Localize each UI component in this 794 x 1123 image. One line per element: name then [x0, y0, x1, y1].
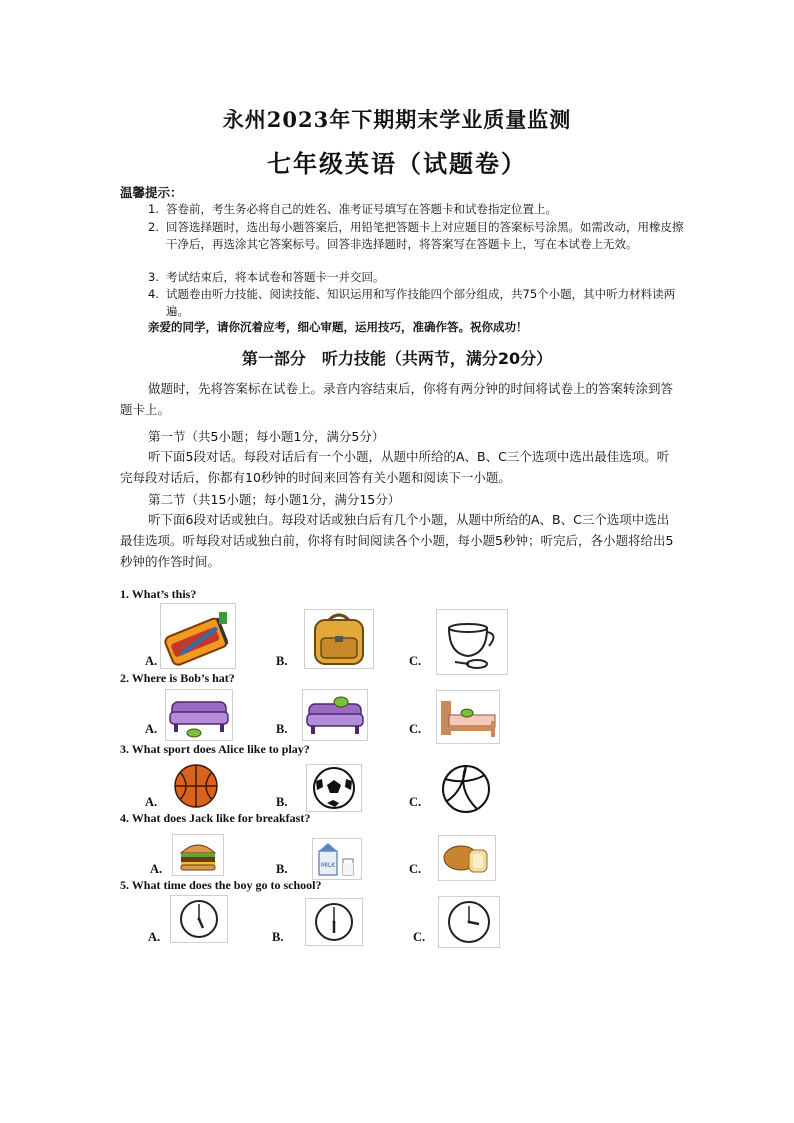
option-label: A.: [145, 795, 158, 809]
option-label: C.: [409, 795, 422, 809]
question-3: 3. What sport does Alice like to play?: [120, 742, 310, 756]
clock-icon: [438, 896, 500, 948]
section1-title: 第一节（共5小题；每小题1分，满分5分）: [148, 429, 385, 444]
question-5: 5. What time does the boy go to school?: [120, 878, 322, 892]
tips-heading: 温馨提示：: [120, 185, 183, 200]
option-label: A.: [148, 930, 161, 944]
question-4: 4. What does Jack like for breakfast?: [120, 811, 311, 825]
backpack-icon: [304, 609, 374, 669]
volleyball-icon: [436, 762, 496, 816]
hat-on-bed-icon: [436, 690, 500, 744]
option-label: C.: [409, 862, 422, 876]
clock-icon: [305, 898, 363, 946]
option-label: A.: [145, 722, 158, 736]
option-label: C.: [409, 654, 422, 668]
paper-title: 七年级英语（试题卷）: [267, 149, 527, 178]
clock-icon: [170, 895, 228, 943]
option-label: B.: [272, 930, 284, 944]
option-label: B.: [276, 654, 288, 668]
option-label: A.: [145, 654, 158, 668]
milk-icon: [312, 838, 362, 880]
option-label: B.: [276, 862, 288, 876]
section2-title: 第二节（共15小题；每小题1分，满分15分）: [148, 492, 401, 507]
hat-under-sofa-icon: [165, 689, 233, 741]
pencil-case-icon: [160, 603, 236, 669]
option-label: B.: [276, 795, 288, 809]
svg-text:MILK: MILK: [321, 862, 336, 869]
tip-item: 2. 回答选择题时，选出每小题答案后，用铅笔把答题卡上对应题目的答案标号涂黑。如需改动，用橡皮擦干净后，再选涂其它答案标号。回答非选择题时，将答案写在答题卡上，写在本试卷上无效。: [148, 220, 684, 251]
option-label: B.: [276, 722, 288, 736]
tip-item: 3. 考试结束后，将本试卷和答题卡一并交回。: [148, 270, 385, 284]
option-label: C.: [413, 930, 426, 944]
encouragement-text: 亲爱的同学，请你沉着应考，细心审题，运用技巧，准确作答。祝你成功！: [148, 320, 528, 334]
question-2: 2. Where is Bob’s hat?: [120, 671, 235, 685]
section1-text: 听下面5段对话。每段对话后有一个小题，从题中所给的A、B、C三个选项中选出最佳选项。听完每段对话后，你都有10秒钟的时间来回答有关小题和阅读下一小题。: [120, 449, 670, 485]
part1-title: 第一部分 听力技能（共两节，满分20分）: [241, 349, 553, 368]
option-label: C.: [409, 722, 422, 736]
exam-title: 永州2023年下期期末学业质量监测: [222, 107, 572, 132]
section2-text: 听下面6段对话或独白。每段对话或独白后有几个小题，从题中所给的A、B、C三个选项中选出最佳选项。听每段对话或独白前，你将有时间阅读各个小题，每小题5秒钟；听完后，各小题将给出5秒钟的作答时间。: [120, 512, 674, 569]
tip-item: 1. 答卷前，考生务必将自己的姓名、准考证号填写在答题卡和试卷指定位置上。: [148, 202, 557, 216]
hamburger-icon: [172, 834, 224, 876]
hat-on-sofa-icon: [302, 689, 368, 741]
question-1: 1. What’s this?: [120, 587, 197, 601]
tip-item: 4. 试题卷由听力技能、阅读技能、知识运用和写作技能四个部分组成，共75个小题，其中听力材料读两遍。: [148, 287, 676, 318]
teacup-icon: [436, 609, 508, 675]
basketball-icon: [167, 762, 225, 810]
option-label: A.: [150, 862, 163, 876]
part1-intro: 做题时，先将答案标在试卷上。录音内容结束后，你将有两分钟的时间将试卷上的答案转涂到答题卡上。: [120, 381, 674, 417]
bread-icon: [438, 835, 496, 881]
soccer-ball-icon: [306, 764, 362, 812]
